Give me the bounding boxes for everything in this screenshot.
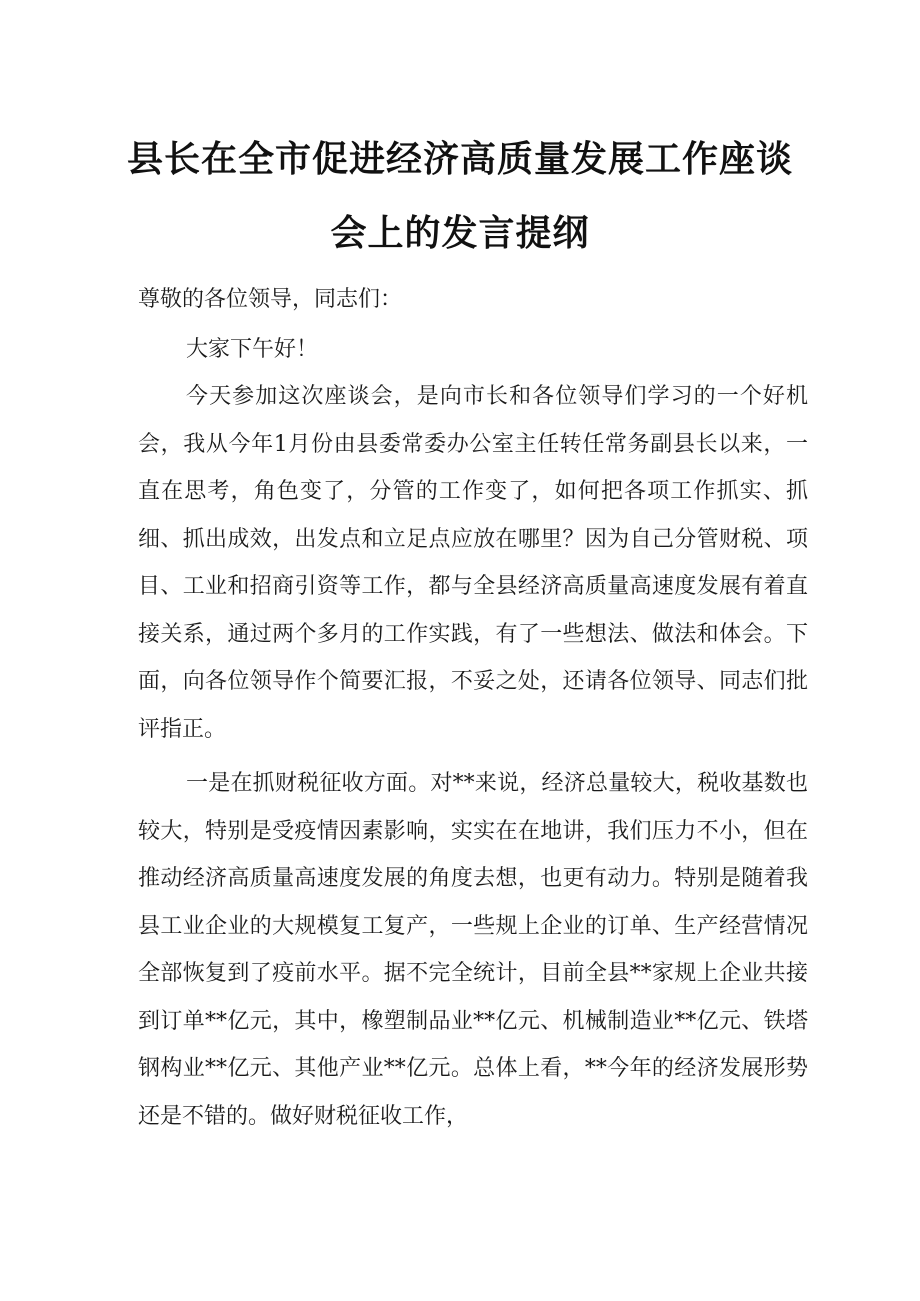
greeting-line: 尊敬的各位领导，同志们： <box>138 287 403 312</box>
salutation-line: 大家下午好！ <box>186 337 319 362</box>
body-paragraph-2: 一是在抓财税征收方面。对**来说，经济总量较大，税收基数也较大，特别是受疫情因素影响，实实在在地讲，我们压力不小，但在推动经济高质量高速度发展的角度去想，也更有动力。特别是随着我县工业企业的大规模复工复产，一些规上企业的订单、生产经营情况全部恢复到了疫前水平。据不完全统计，目前全县**家规上企业共接到订单**亿元，其中，橡塑制品业**亿元、机械制造业**亿元、铁塔钢构业**亿元、其他产业**亿元。总体上看，**今年的经济发展形势还是不错的。做好财税征收工作， <box>138 771 808 1129</box>
document-title-line-2: 会上的发言提纲 <box>330 213 590 254</box>
document-title-line-1: 县长在全市促进经济高质量发展工作座谈 <box>126 139 793 180</box>
body-paragraph-1: 今天参加这次座谈会，是向市长和各位领导们学习的一个好机会，我从今年1月份由县委常委办公室主任转任常务副县长以来，一直在思考，角色变了，分管的工作变了，如何把各项工作抓实、抓细、抓出成效，出发点和立足点应放在哪里？因为自己分管财税、项目、工业和招商引资等工作，都与全县经济高质量高速度发展有着直接关系，通过两个多月的工作实践，有了一些想法、做法和体会。下面，向各位领导作个简要汇报，不妥之处，还请各位领导、同志们批评指正。 <box>138 384 808 742</box>
